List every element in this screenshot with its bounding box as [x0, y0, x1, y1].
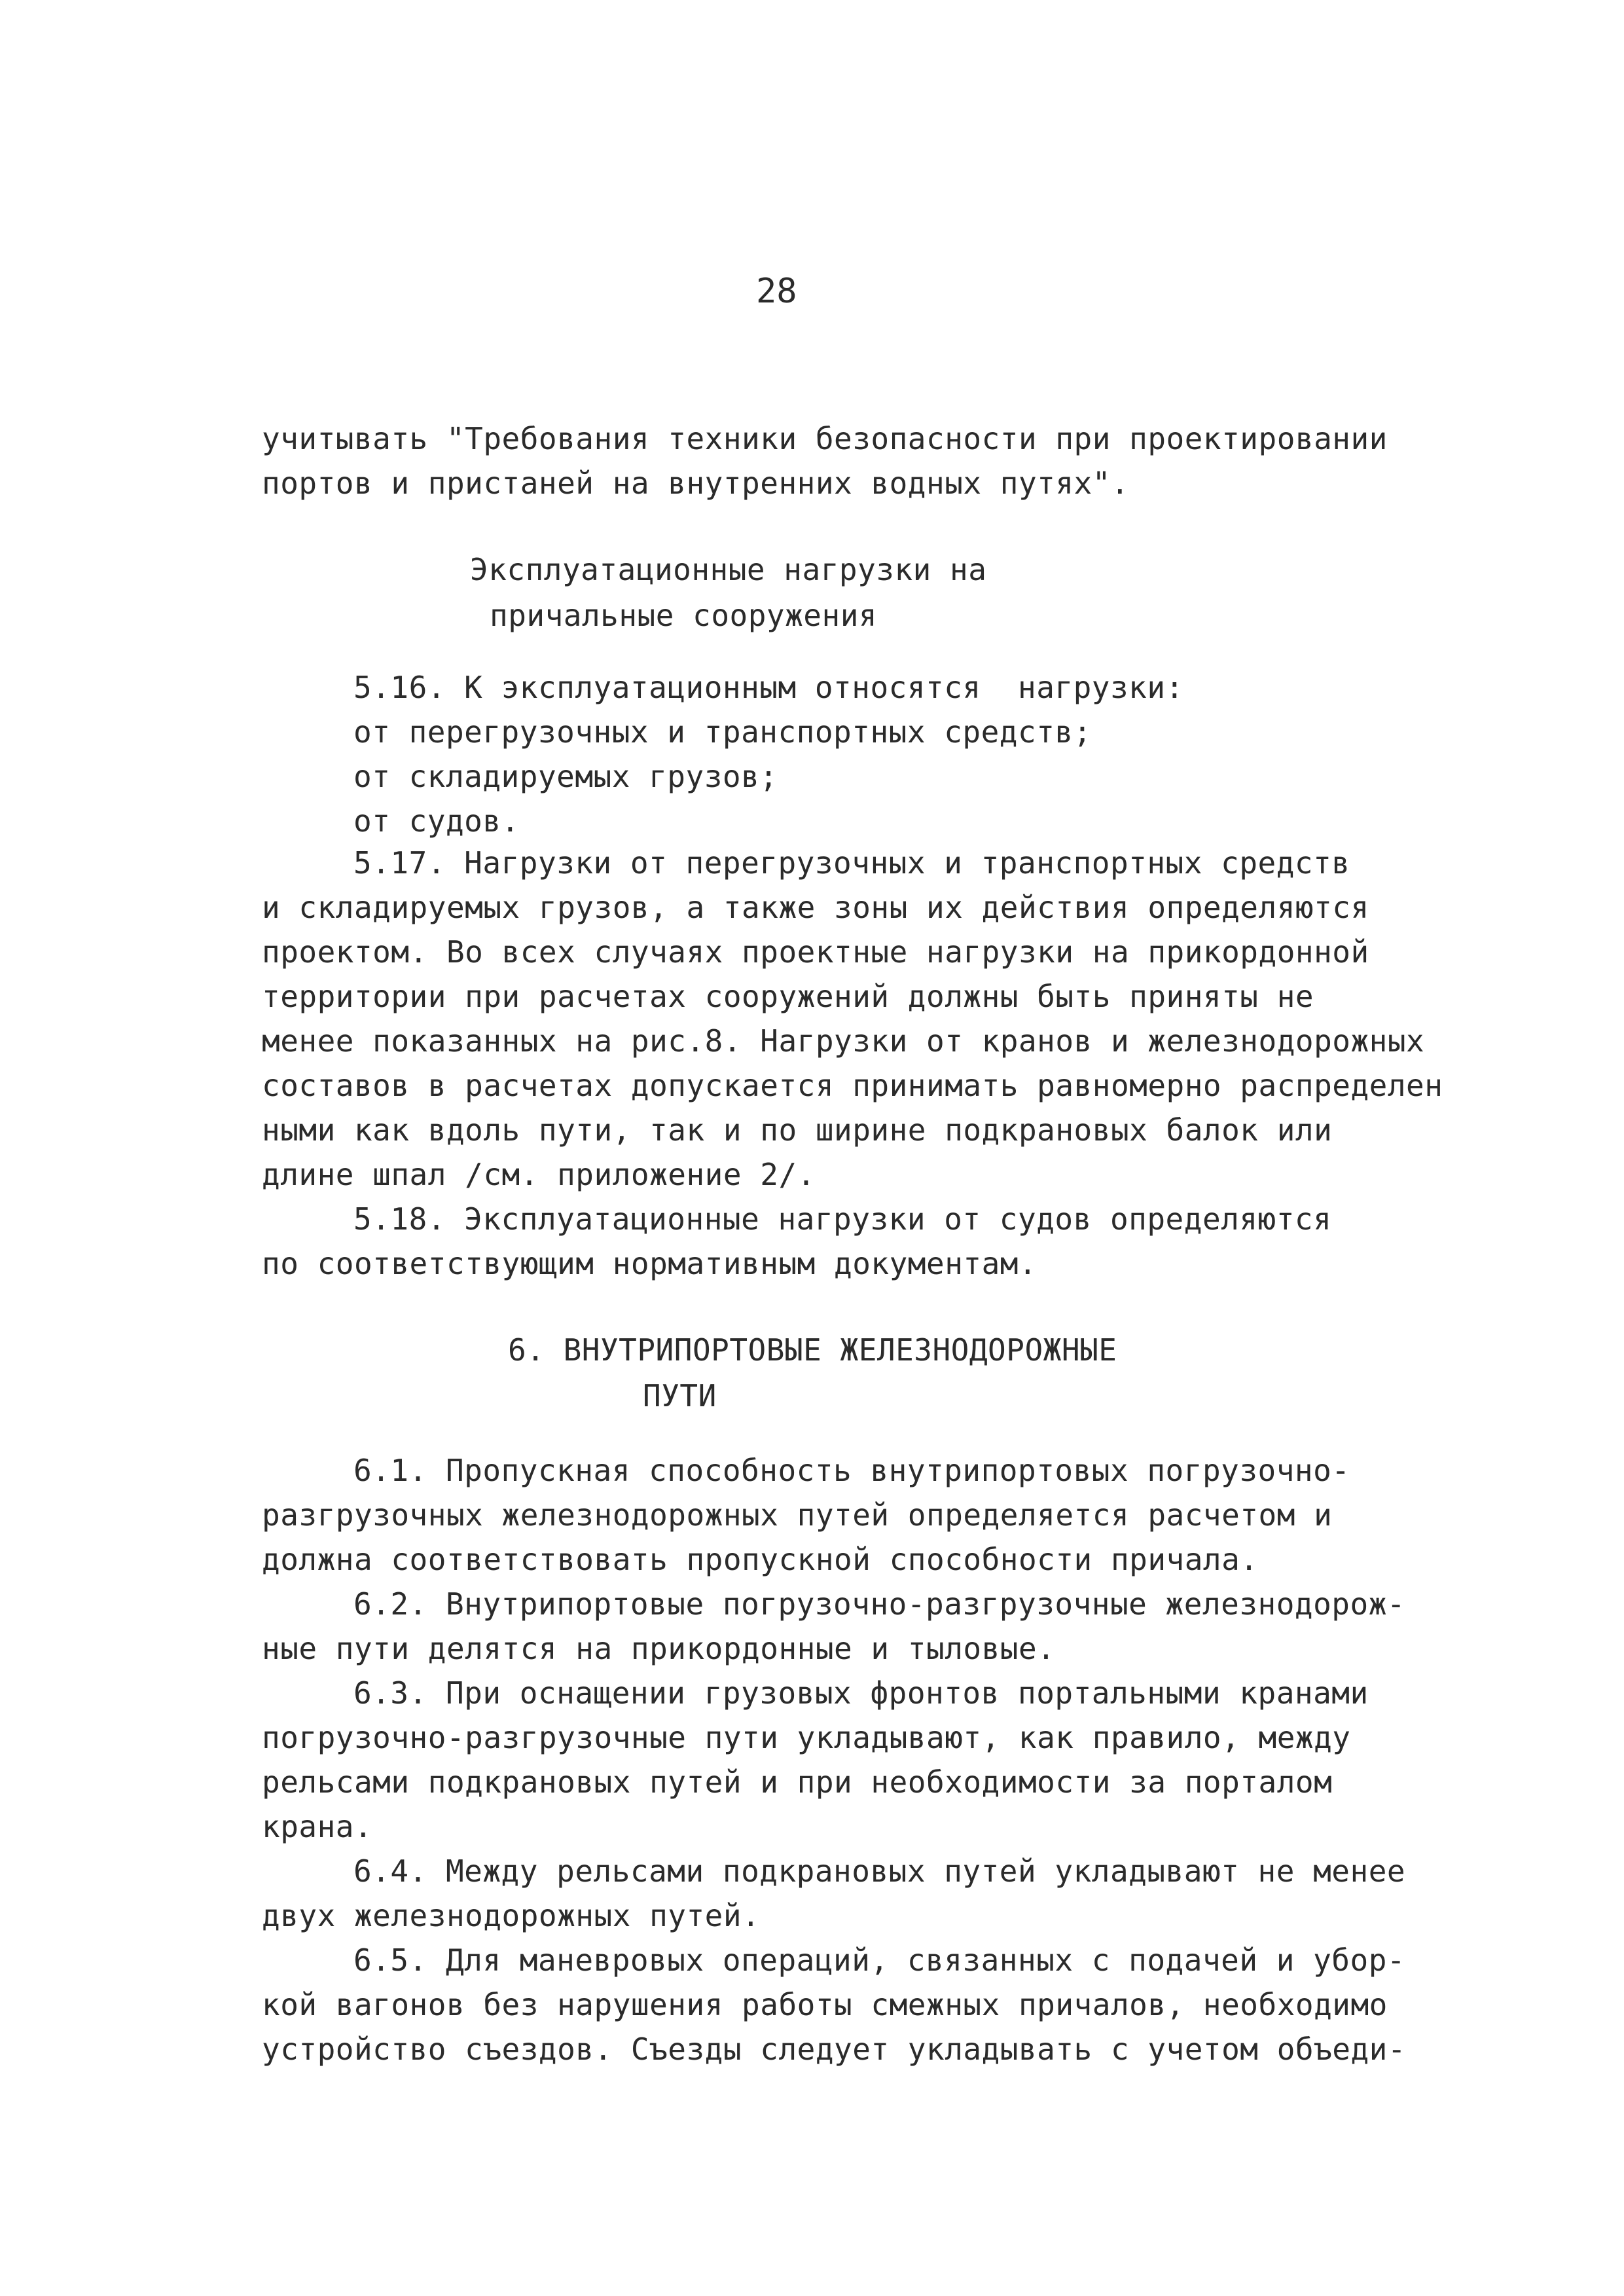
text-line: по соответствующим нормативным документам.	[262, 1246, 1038, 1281]
text-line: крана.	[262, 1809, 373, 1844]
text-line: и складируемых грузов, а также зоны их действия определяются	[262, 890, 1369, 925]
text-line: ные пути делятся на прикордонные и тыловые.	[262, 1631, 1056, 1666]
text-line: 6.3. При оснащении грузовых фронтов портальными кранами	[353, 1675, 1369, 1711]
text-line: территории при расчетах сооружений должны быть приняты не	[262, 979, 1314, 1014]
text-line: от судов.	[353, 803, 520, 839]
text-line: 5.18. Эксплуатационные нагрузки от судов определяются	[353, 1201, 1332, 1237]
text-line: портов и пристаней на внутренних водных путях".	[262, 465, 1130, 501]
text-line: от складируемых грузов;	[353, 759, 778, 794]
text-line: 6.2. Внутрипортовые погрузочно-разгрузочные железнодорож-	[353, 1586, 1406, 1622]
section-heading: Эксплуатационные нагрузки на	[470, 552, 987, 587]
section-heading: 6. ВНУТРИПОРТОВЫЕ ЖЕЛЕЗНОДОРОЖНЫЕ	[508, 1332, 1117, 1368]
text-line: 5.16. К эксплуатационным относятся нагрузки:	[353, 670, 1184, 705]
text-line: кой вагонов без нарушения работы смежных причалов, необходимо	[262, 1987, 1388, 2022]
text-line: 6.1. Пропускная способность внутрипортовых погрузочно-	[353, 1453, 1350, 1488]
text-line: от перегрузочных и транспортных средств;	[353, 714, 1092, 750]
text-line: должна соответствовать пропускной способности причала.	[262, 1542, 1259, 1577]
text-line: составов в расчетах допускается принимать равномерно распределен	[262, 1068, 1443, 1103]
text-line: погрузочно-разгрузочные пути укладывают, как правило, между	[262, 1720, 1351, 1755]
text-line: 6.4. Между рельсами подкрановых путей укладывают не менее	[353, 1853, 1406, 1889]
text-line: 5.17. Нагрузки от перегрузочных и транспортных средств	[353, 845, 1350, 881]
text-line: устройство съездов. Съезды следует укладывать с учетом объеди-	[262, 2032, 1407, 2067]
page-number: 28	[756, 272, 797, 311]
text-line: учитывать "Требования техники безопасности при проектировании	[262, 421, 1388, 456]
text-line: разгрузочных железнодорожных путей определяется расчетом и	[262, 1497, 1333, 1533]
text-line: ными как вдоль пути, так и по ширине подкрановых балок или	[262, 1112, 1333, 1148]
section-heading: ПУТИ	[643, 1378, 717, 1413]
text-line: рельсами подкрановых путей и при необходимости за порталом	[262, 1764, 1333, 1800]
text-line: 6.5. Для маневровых операций, связанных с подачей и убор-	[353, 1942, 1406, 1978]
text-line: менее показанных на рис.8. Нагрузки от кранов и железнодорожных	[262, 1023, 1425, 1059]
text-line: двух железнодорожных путей.	[262, 1898, 761, 1933]
text-line: проектом. Во всех случаях проектные нагрузки на прикордонной	[262, 934, 1369, 970]
section-heading: причальные сооружения	[490, 598, 878, 633]
text-line: длине шпал /см. приложение 2/.	[262, 1157, 816, 1192]
